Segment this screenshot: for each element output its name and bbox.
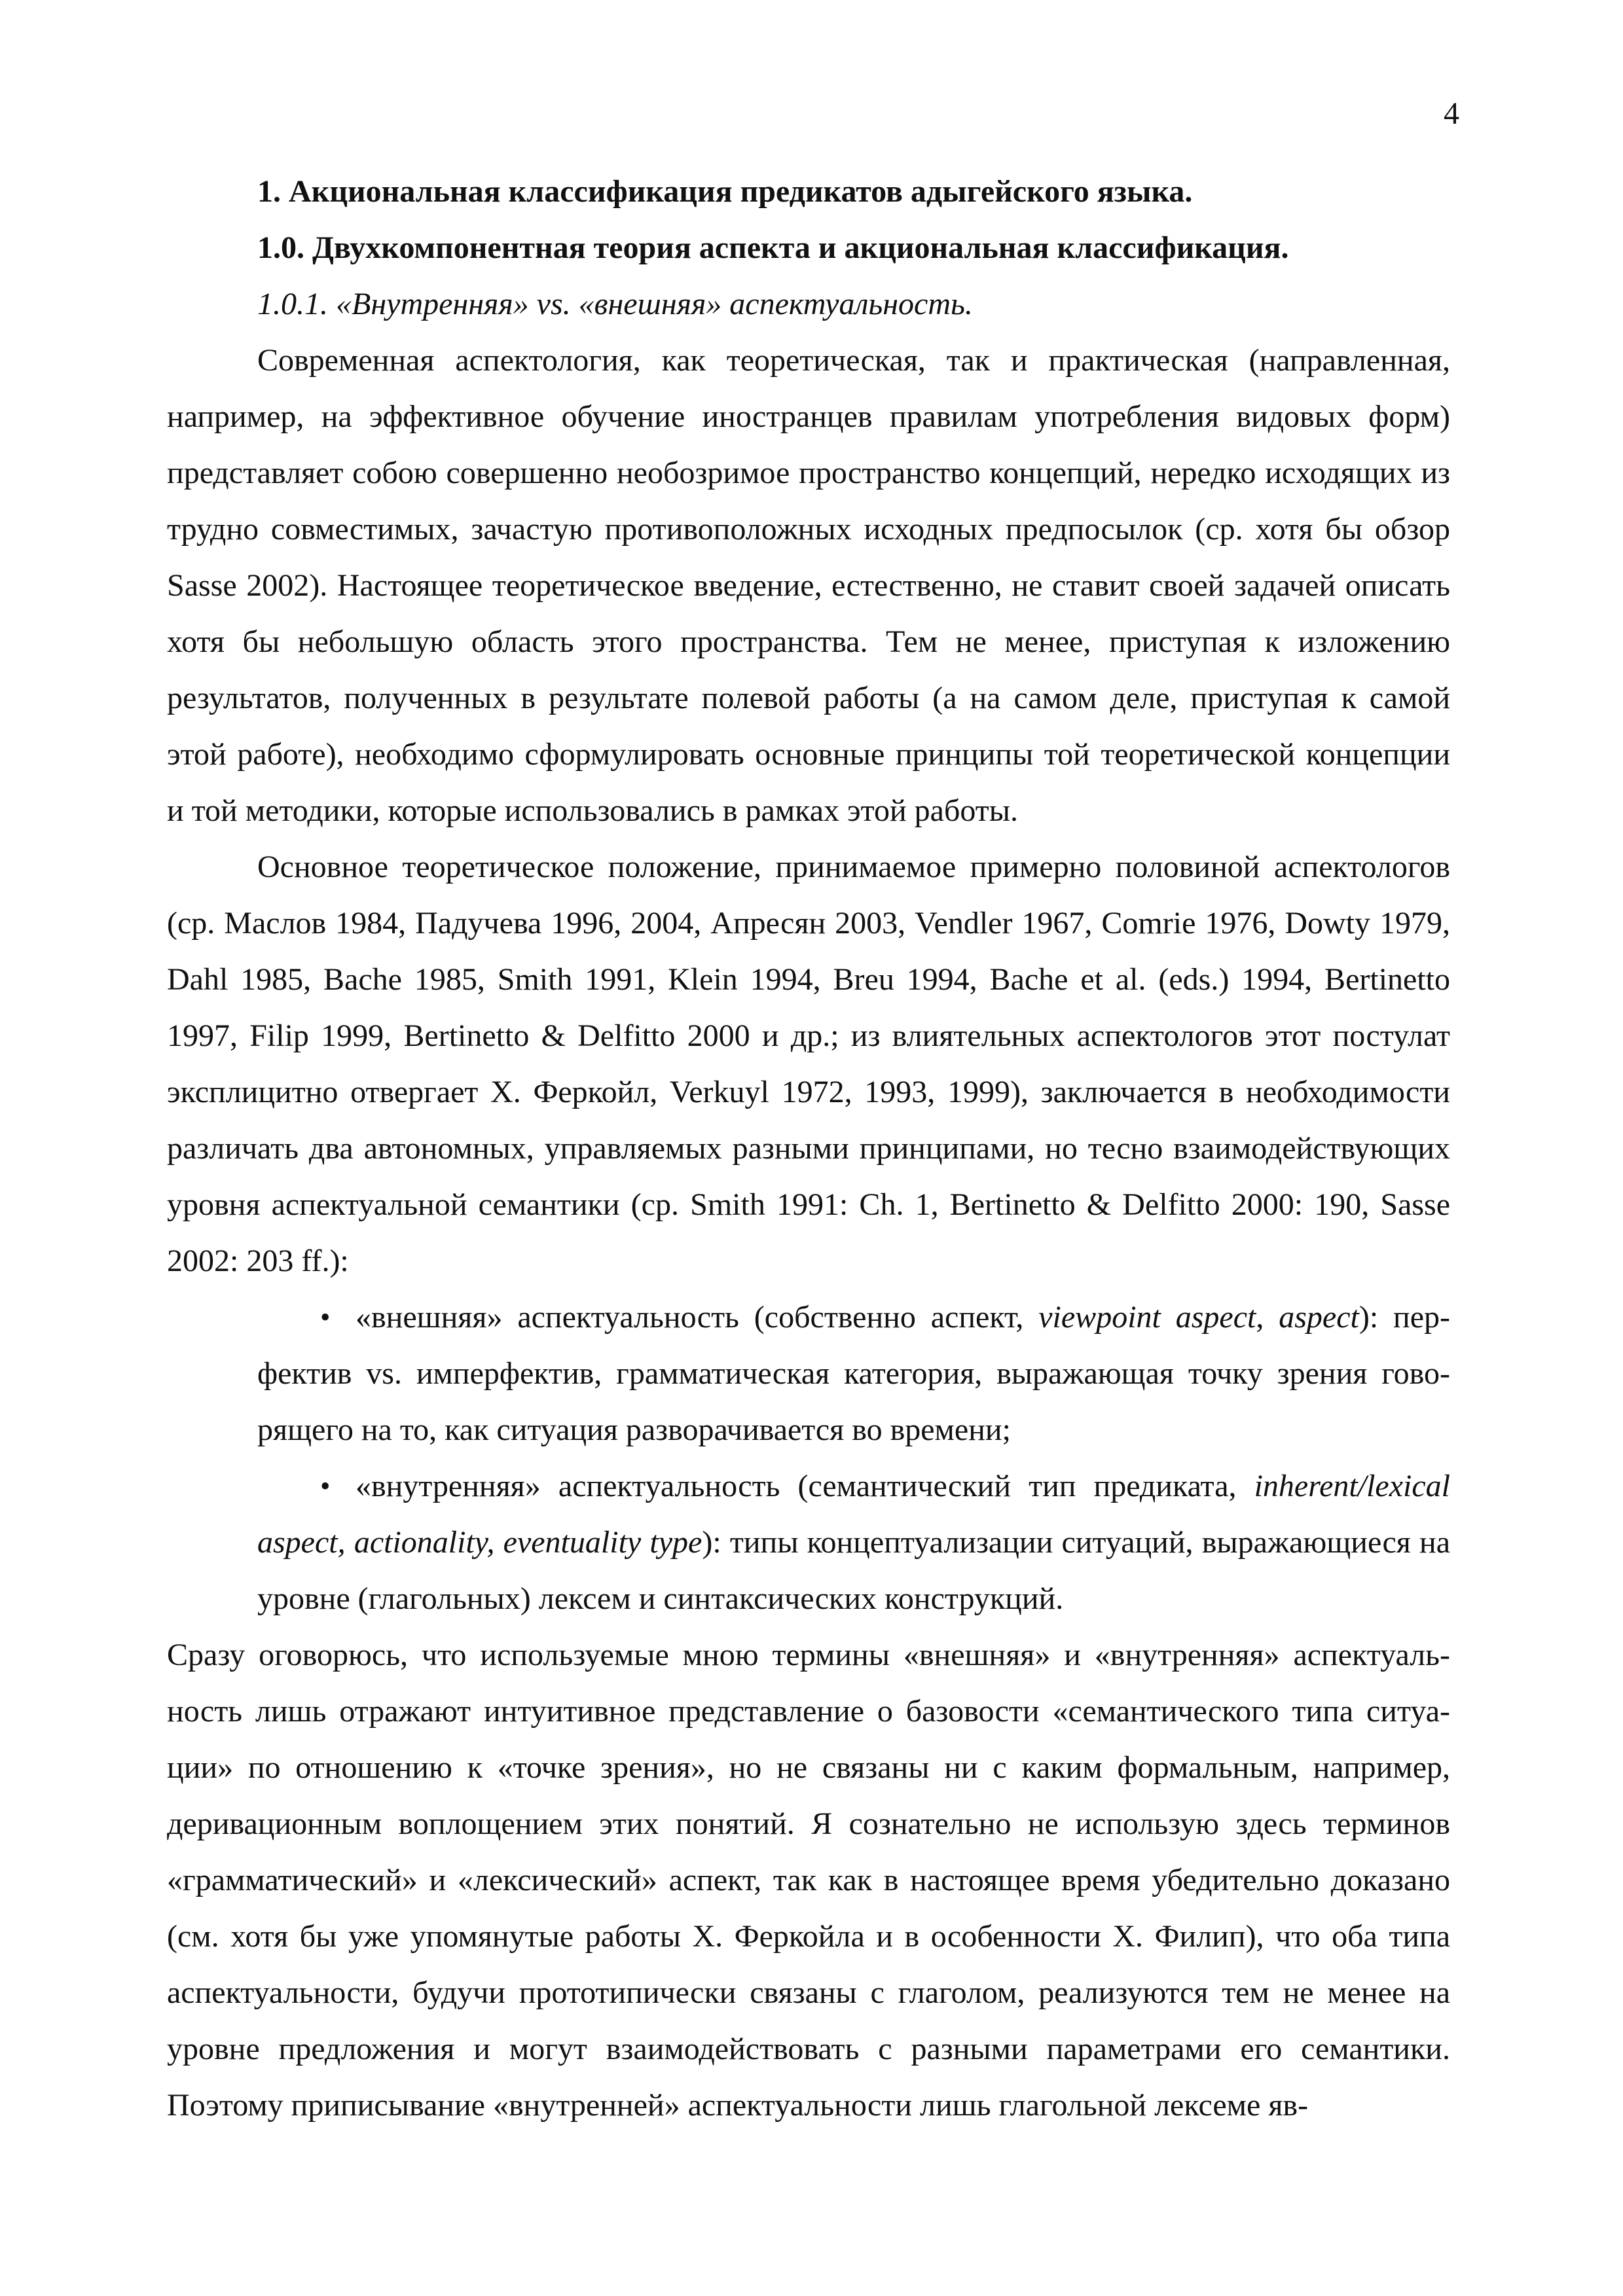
list-item-term: viewpoint aspect [1038,1300,1256,1335]
paragraph-1: Современная аспектология, как теоретическая, так и практическая (направленная, например, на эффективное обучение иностранцев правилам употребления видовых форм) представляет собою совершенно необозримое пространство концепций, нередко исходящих из трудно совместимых, зачастую противоположных исходных предпосылок (ср. хотя бы обзор Sasse 2002). Настоящее теоретическое введение, естественно, не ставит своей задачей описать хотя бы небольшую область этого пространства. Тем не менее, приступая к изложению результатов, полученных в результате полевой работы (а на самом деле, приступая к самой этой работе), необходимо сформулировать основные принципы той теоретической концепции и той методики, которые использовались в рамках этой работы. [167,343,1450,828]
bullet-icon: • [320,1470,331,1502]
list-item [257,1289,1450,1458]
list-item-separator: , [1256,1300,1279,1335]
list-item-text: «внутренняя» аспектуальность (семантический тип предиката, [356,1469,1254,1503]
list-item-term: inherent/lexical aspect, actionality, eventuality type [257,1469,1450,1560]
list-item-term: aspect [1279,1300,1359,1335]
paragraph-3: Сразу оговорюсь, что используемые мною термины «внешняя» и «внутренняя» аспектуальность лишь отражают интуитивное представление о базовости «семантического типа ситуации» по отношению к «точке зрения», но не связаны ни с каким формальным, например, деривационным воплощением этих понятий. Я сознательно не использую здесь терминов «грамматический» и «лексический» аспект, так как в настоящее время убедительно доказано (см. хотя бы уже упомянутые работы Х. Феркойла и в особенности Х. Филип), что оба типа аспектуальности, будучи прототипически связаны с глаголом, реализуются тем не менее на уровне предложения и могут взаимодействовать с разными параметрами его семантики. Поэтому приписывание «внутренней» аспектуальности лишь глагольной лексеме яв- [167,1638,1450,2123]
page-body [167,164,1450,2134]
paragraph-2: Основное теоретическое положение, принимаемое примерно половиной аспектологов (ср. Маслов 1984, Падучева 1996, 2004, Апресян 2003, Vendler 1967, Comrie 1976, Dowty 1979, Dahl 1985, Bache 1985, Smith 1991, Klein 1994, Breu 1994, Bache et al. (eds.) 1994, Bertinetto 1997, Filip 1999, Bertinetto & Delfitto 2000 и др.; из влиятельных аспектологов этот постулат эксплицитно отвергает Х. Феркойл, Verkuyl 1972, 1993, 1999), заключается в необходимости различать два автономных, управляемых разными принципами, но тесно взаимодействующих уровня аспектуальной семантики (ср. Smith 1991: Ch. 1, Bertinetto & Delfitto 2000: 190, Sasse 2002: 203 ff.): [167,850,1450,1278]
list-item-text: «внешняя» аспектуальность (собственно аспект, [356,1300,1039,1335]
list-item [257,1458,1450,1627]
list-item-text: ): перфектив vs. имперфектив, грамматическая категория, выражающая точку зрения говорящего на то, как ситуация разворачивается во времени; [257,1300,1450,1447]
subsection-heading: 1.0.1. «Внутренняя» vs. «внешняя» аспектуальность. [257,287,973,321]
bullet-icon: • [320,1301,331,1333]
list-item-text: ): типы концептуализации ситуаций, выражающиеся на уровне (глагольных) лексем и синтаксических конструкций. [257,1525,1450,1616]
aspect-list [167,1289,1450,1627]
section-heading: 1.0. Двухкомпонентная теория аспекта и акциональная классификация. [257,230,1289,265]
chapter-heading: 1. Акциональная классификация предикатов адыгейского языка. [257,174,1193,209]
page-number: 4 [1444,96,1459,131]
